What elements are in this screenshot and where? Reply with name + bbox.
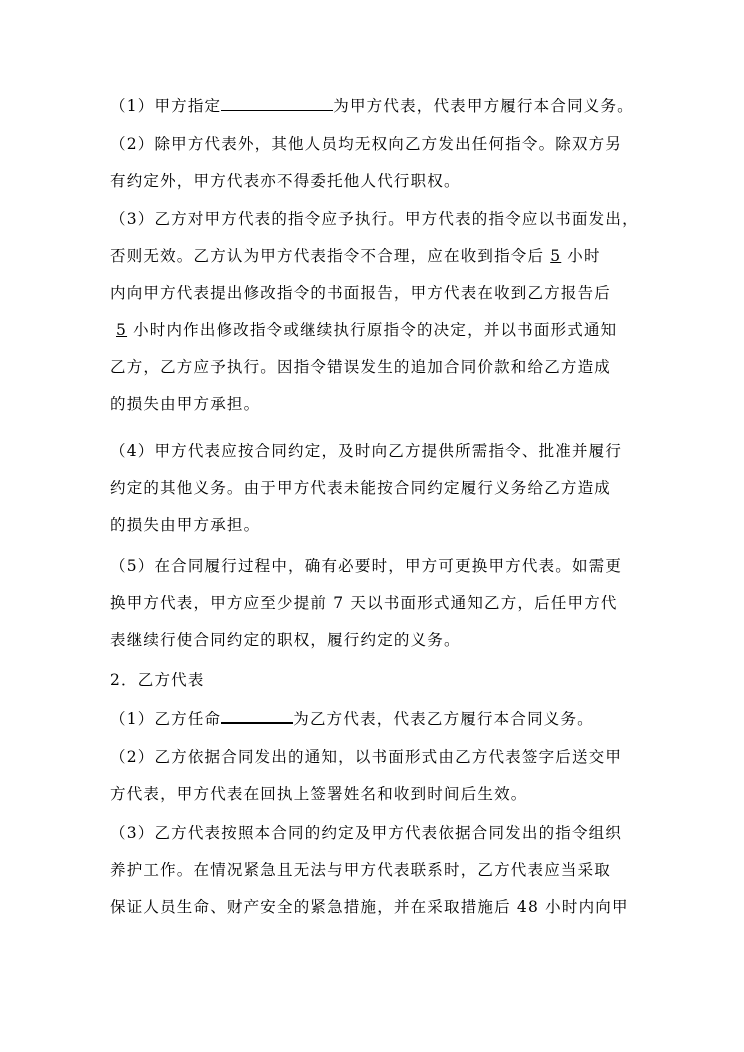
text-line: 内向甲方代表提出修改指令的书面报告，甲方代表在收到乙方报告后 bbox=[110, 284, 612, 302]
text-line: （5）在合同履行过程中，确有必要时，甲方可更换甲方代表。如需更 bbox=[110, 557, 623, 575]
text-segment: （1）甲方指定 bbox=[110, 97, 222, 115]
text-line: 的损失由甲方承担。 bbox=[110, 395, 261, 413]
paragraph-party-a-replacement bbox=[110, 548, 636, 659]
text-line: 换甲方代表，甲方应至少提前 7 天以书面形式通知乙方，后任甲方代 bbox=[110, 594, 618, 612]
text-line: 养护工作。在情况紧急且无法与甲方代表联系时，乙方代表应当采取 bbox=[110, 861, 612, 879]
text-line: 方代表，甲方代表在回执上签署姓名和收到时间后生效。 bbox=[110, 785, 528, 803]
section-heading-party-b-representative bbox=[110, 662, 636, 699]
text-segment: 为乙方代表，代表乙方履行本合同义务。 bbox=[293, 710, 594, 728]
text-line bbox=[110, 238, 636, 275]
text-line: 约定的其他义务。由于甲方代表未能按合同约定履行义务给乙方造成 bbox=[110, 479, 612, 497]
paragraph-party-b-notices bbox=[110, 739, 636, 813]
paragraph-party-a-obligations bbox=[110, 433, 636, 544]
text-line: （3）乙方代表按照本合同的约定及甲方代表依据合同发出的指令组织 bbox=[110, 824, 623, 842]
text-line: （2）乙方依据合同发出的通知，以书面形式由乙方代表签字后送交甲 bbox=[110, 748, 623, 766]
text-segment: 否则无效。乙方认为甲方代表指令不合理，应在收到指令后 bbox=[110, 247, 545, 265]
paragraph-party-b-emergency bbox=[110, 815, 636, 926]
text-line: 保证人员生命、财产安全的紧急措施，并在采取措施后 48 小时内向甲 bbox=[110, 898, 629, 916]
paragraph-party-a-instructions bbox=[110, 201, 639, 423]
text-line bbox=[110, 701, 636, 738]
paragraph-party-a-designation bbox=[110, 88, 636, 125]
text-line: （4）甲方代表应按合同约定，及时向乙方提供所需指令、批准并履行 bbox=[110, 442, 623, 460]
text-segment: 小时内作出修改指令或继续执行原指令的决定，并以书面形式通知 bbox=[133, 321, 618, 339]
paragraph-party-a-exclusive-authority bbox=[110, 126, 636, 200]
text-segment: （1）乙方任命 bbox=[110, 710, 222, 728]
text-line: 2．乙方代表 bbox=[110, 671, 205, 689]
text-segment: 为甲方代表，代表甲方履行本合同义务。 bbox=[333, 97, 634, 115]
text-line: 乙方，乙方应予执行。因指令错误发生的追加合同价款和给乙方造成 bbox=[110, 358, 612, 376]
underlined-number: 5 bbox=[550, 247, 562, 265]
text-segment: 小时 bbox=[567, 247, 601, 265]
paragraph-party-b-appointment bbox=[110, 701, 636, 738]
text-line: 有约定外，甲方代表亦不得委托他人代行职权。 bbox=[110, 172, 461, 190]
fill-in-blank[interactable] bbox=[221, 94, 333, 111]
text-line: 的损失由甲方承担。 bbox=[110, 516, 261, 534]
text-line: （2）除甲方代表外，其他人员均无权向乙方发出任何指令。除双方另 bbox=[110, 135, 623, 153]
text-line bbox=[110, 88, 636, 125]
text-line bbox=[110, 312, 636, 349]
underlined-number: 5 bbox=[116, 321, 128, 339]
text-line: 表继续行使合同约定的职权，履行约定的义务。 bbox=[110, 631, 461, 649]
text-line: （3）乙方对甲方代表的指令应予执行。甲方代表的指令应以书面发出， bbox=[110, 210, 639, 228]
fill-in-blank[interactable] bbox=[221, 706, 293, 724]
